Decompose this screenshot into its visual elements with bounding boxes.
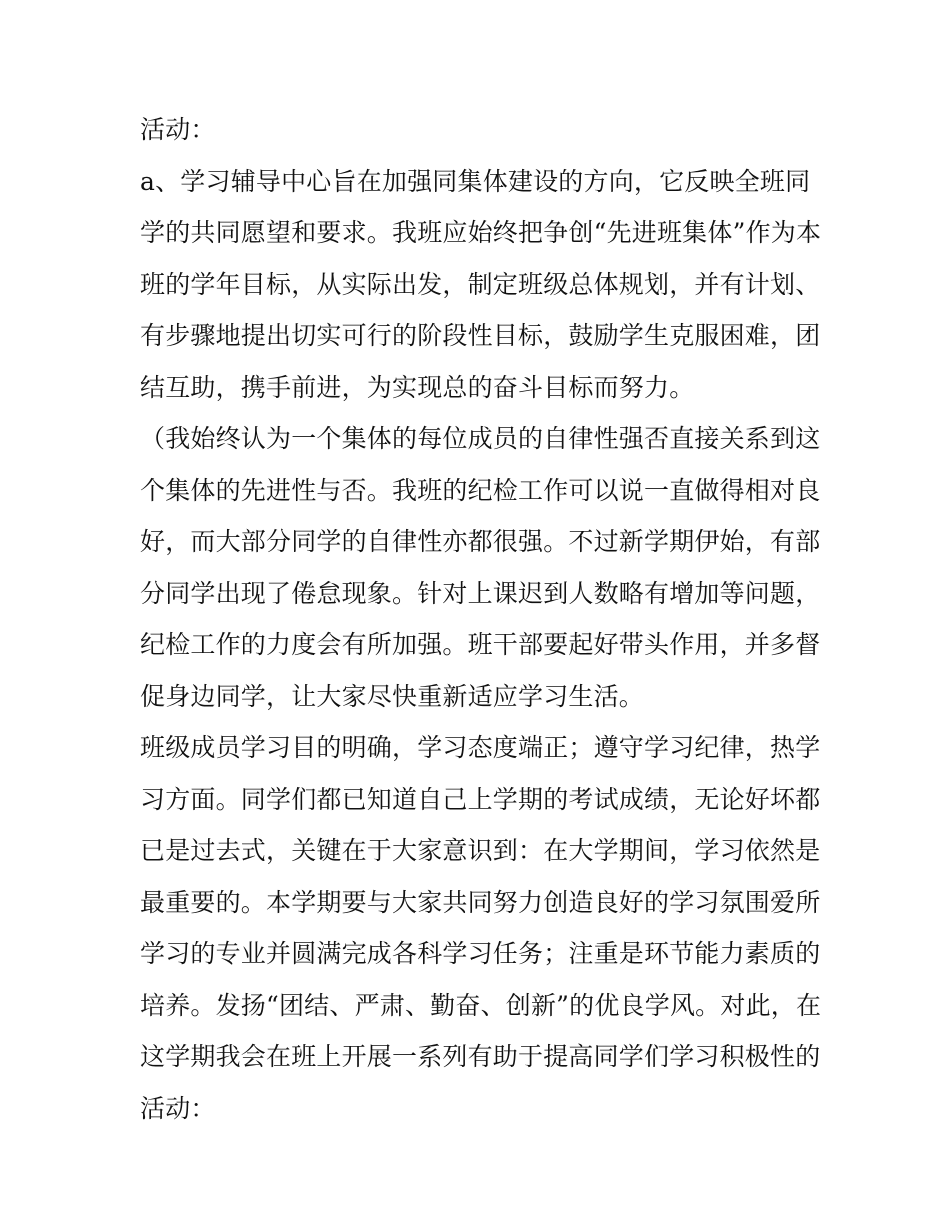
text-line: 纪检工作的力度会有所加强。班干部要起好带头作用，并多督 <box>140 630 821 659</box>
text-line: 活动： <box>140 115 216 144</box>
text-line: 有步骤地提出切实可行的阶段性目标，鼓励学生克服困难，团 <box>140 321 821 350</box>
text-line: 结互助，携手前进，为实现总的奋斗目标而努力。 <box>140 372 695 402</box>
text-line: 这学期我会在班上开展一系列有助于提高同学们学习积极性的 <box>140 1042 821 1071</box>
document-body <box>140 104 820 1134</box>
text-line: （我始终认为一个集体的每位成员的自律性强否直接关系到这 <box>140 424 821 453</box>
text-line: 培养。发扬“团结、严肃、勤奋、创新”的优良学风。对此，在 <box>140 990 822 1020</box>
text-line: 已是过去式，关键在于大家意识到：在大学期间，学习依然是 <box>140 836 821 865</box>
text-line: 分同学出现了倦怠现象。针对上课迟到人数略有增加等问题， <box>140 578 821 608</box>
text-line: a、学习辅导中心旨在加强同集体建设的方向，它反映全班同 <box>140 166 811 196</box>
text-line: 最重要的。本学期要与大家共同努力创造良好的学习氛围爱所 <box>140 887 821 917</box>
text-line: 活动： <box>140 1093 216 1123</box>
text-line: 促身边同学，让大家尽快重新适应学习生活。 <box>140 681 645 711</box>
text-line: 班级成员学习目的明确，学习态度端正；遵守学习纪律，热学 <box>140 733 821 762</box>
text-line: 学的共同愿望和要求。我班应始终把争创“先进班集体”作为本 <box>140 218 822 247</box>
text-line: 班的学年目标，从实际出发，制定班级总体规划，并有计划、 <box>140 269 821 299</box>
text-line: 习方面。同学们都已知道自己上学期的考试成绩，无论好坏都 <box>140 784 821 814</box>
text-line: 个集体的先进性与否。我班的纪检工作可以说一直做得相对良 <box>140 475 821 505</box>
text-line: 好，而大部分同学的自律性亦都很强。不过新学期伊始，有部 <box>140 527 821 556</box>
text-line: 学习的专业并圆满完成各科学习任务；注重是环节能力素质的 <box>140 939 821 968</box>
